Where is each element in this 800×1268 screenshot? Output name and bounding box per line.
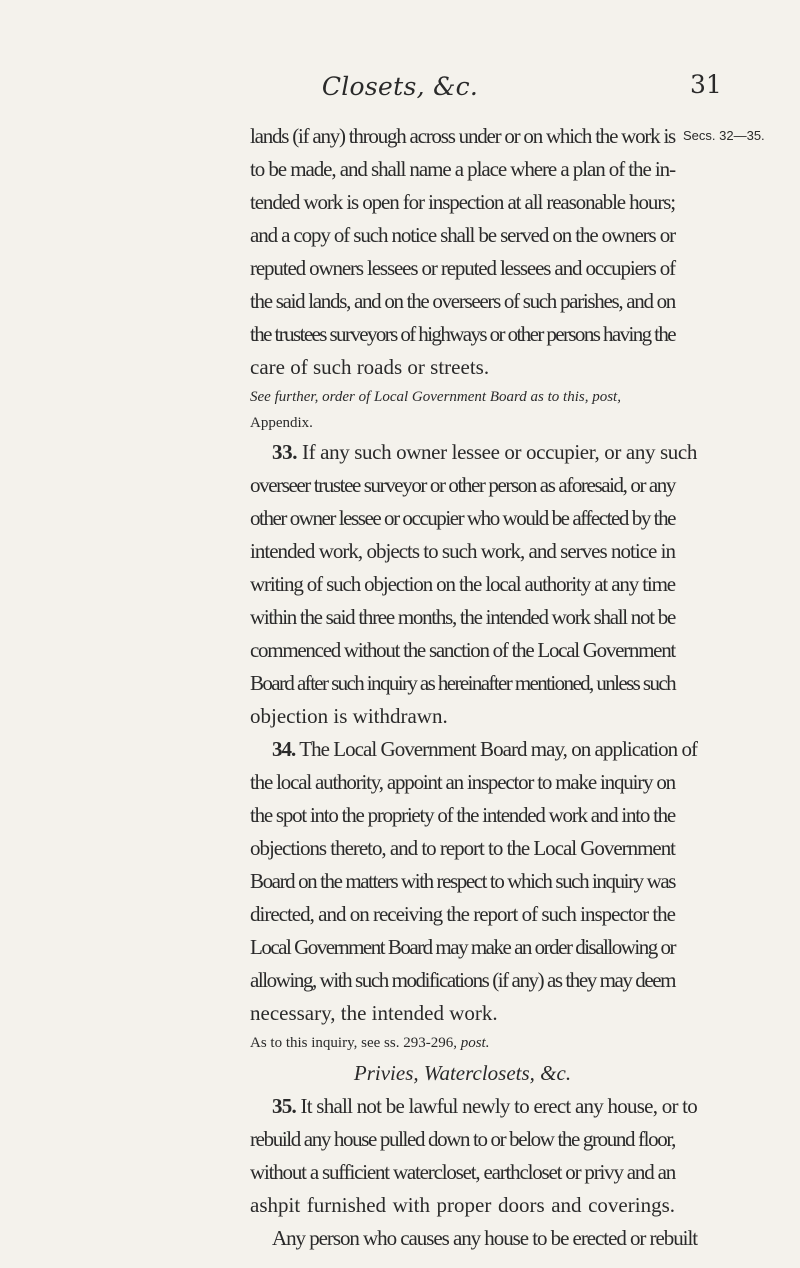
- note-emphasis: post.: [460, 1035, 490, 1051]
- note-line: [250, 1030, 675, 1056]
- section-34: [250, 733, 698, 1030]
- text-line: writing of such objection on the local authority at any time: [250, 572, 675, 596]
- text-line: [250, 1090, 698, 1123]
- text-line: Board on the matters with respect to which such inquiry was: [250, 869, 675, 893]
- text-line: lands (if any) through across under or on which the work is: [250, 124, 676, 148]
- body-text: [250, 120, 698, 1255]
- text-line: Local Government Board may make an order disallowing or: [250, 935, 675, 959]
- section-number: 33.: [272, 440, 298, 464]
- section-33: [250, 436, 698, 733]
- text-line: care of such roads or streets.: [250, 355, 490, 379]
- page-number: 31: [690, 70, 722, 99]
- text-line: commenced without the sanction of the Local Government: [250, 638, 675, 662]
- text-line: reputed owners lessees or reputed lessees and occupiers of: [250, 256, 675, 280]
- text-line: ashpit furnished with proper doors and coverings.: [250, 1193, 675, 1217]
- note-text: As to this inquiry, see ss. 293-296,: [250, 1035, 457, 1051]
- text-line: and a copy of such notice shall be served on the owners or: [250, 223, 675, 247]
- text-line: intended work, objects to such work, and serves notice in: [250, 539, 675, 563]
- section-margin-note: Secs. 32—35.: [683, 128, 765, 143]
- text-line: objection is withdrawn.: [250, 704, 448, 728]
- text-line: other owner lessee or occupier who would be affected by the: [250, 506, 675, 530]
- text-line: [250, 733, 698, 766]
- text-line: without a sufficient watercloset, earthcloset or privy and an: [250, 1160, 675, 1184]
- section-number: 35.: [272, 1094, 296, 1118]
- text-line: tended work is open for inspection at all reasonable hours;: [250, 190, 675, 214]
- section-text: If any such owner lessee or occupier, or any such: [302, 440, 698, 464]
- text-line: overseer trustee surveyor or other person as aforesaid, or any: [250, 473, 675, 497]
- section-text: The Local Government Board may, on application of: [299, 737, 698, 761]
- editorial-note: [250, 1030, 675, 1056]
- text-line: Any person who causes any house to be erected or rebuilt: [272, 1226, 697, 1250]
- text-line: objections thereto, and to report to the Local Government: [250, 836, 675, 860]
- text-line: the said lands, and on the overseers of such parishes, and on: [250, 289, 675, 313]
- section-text: It shall not be lawful newly to erect any house, or to: [300, 1094, 698, 1118]
- note-line: Appendix.: [250, 415, 313, 431]
- paragraph-continuation: [250, 120, 675, 384]
- text-line: the trustees surveyors of highways or other persons having the: [250, 322, 675, 346]
- text-line: the local authority, appoint an inspector to make inquiry on: [250, 770, 675, 794]
- text-line: necessary, the intended work.: [250, 1001, 498, 1025]
- text-line: rebuild any house pulled down to or below the ground floor,: [250, 1127, 675, 1151]
- section-number: 34.: [272, 737, 296, 761]
- section-35: [250, 1090, 698, 1255]
- text-line: to be made, and shall name a place where a plan of the in-: [250, 157, 675, 181]
- text-line: the spot into the propriety of the intended work and into the: [250, 803, 675, 827]
- running-title: Closets, &c.: [321, 72, 479, 101]
- editorial-note: [250, 384, 675, 436]
- text-line: directed, and on receiving the report of such inspector the: [250, 902, 676, 926]
- text-line: Board after such inquiry as hereinafter mentioned, unless such: [250, 671, 675, 695]
- text-line: allowing, with such modifications (if any) as they may deem: [250, 968, 675, 992]
- note-emphasis: post,: [592, 389, 621, 405]
- text-line: [250, 436, 698, 469]
- note-line: [250, 384, 675, 410]
- subsection-heading: Privies, Waterclosets, &c.: [353, 1061, 572, 1085]
- note-text: See further, order of Local Government Board as to this,: [250, 389, 589, 405]
- text-line: within the said three months, the intended work shall not be: [250, 605, 675, 629]
